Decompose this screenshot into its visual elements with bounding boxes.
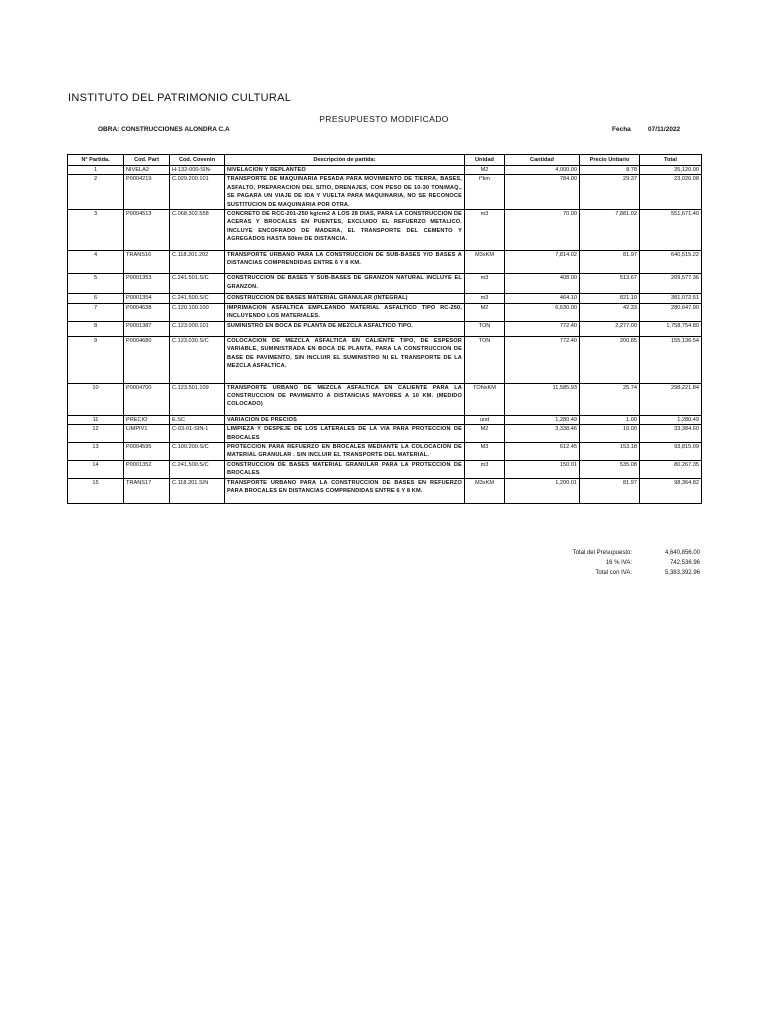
table-row <box>68 415 702 424</box>
row-precio-unitario: 42.33 <box>580 303 640 321</box>
row-cantidad: 6,630.00 <box>505 303 580 321</box>
table-row <box>68 425 702 443</box>
total-presupuesto-label: Total del Presupuesto: <box>572 550 632 556</box>
row-total: 280,647.90 <box>640 303 702 321</box>
row-description: IMPRIMACION ASFALTICA EMPLEANDO MATERIAL ASFALTICO TIPO RC-250, INCLUYENDO LOS MATERIALES. <box>225 303 465 321</box>
row-precio-unitario: 535.08 <box>580 460 640 478</box>
row-cod-covenin: C.241.500.S/C <box>170 294 225 303</box>
iva-value: 742,536.96 <box>669 560 700 566</box>
row-cod-covenin: H-132-000-SIN- <box>170 166 225 175</box>
row-number: 9 <box>68 336 124 383</box>
row-total: 298,221.84 <box>640 383 702 415</box>
document-subtitle: PRESUPUESTO MODIFICADO <box>319 114 449 124</box>
iva-label: 16 % IVA: <box>605 560 632 566</box>
table-row <box>68 336 702 383</box>
row-description: CONSTRUCCION DE BASES MATERIAL GRANULAR PARA LA PROTECCION DE BROCALES <box>225 460 465 478</box>
table-row <box>68 250 702 274</box>
total-con-iva-label: Total con IVA: <box>595 570 632 576</box>
row-unidad: M3xKM <box>465 478 505 504</box>
row-cod-covenin: C.068.302.558 <box>170 210 225 251</box>
col-header-precio-unitario: Precio Unitario <box>580 155 640 166</box>
row-cod-covenin: C.120.100.100 <box>170 303 225 321</box>
row-description: TRANSPORTE DE MAQUINARIA PESADA PARA MOVIMIENTO DE TIERRA, BASES, ASFALTO, PREPARACION DEL SITIO, DRENAJES, CON PESO DE 10-30 TON/MAQ., SE PAGARA UN VIAJE DE IDA Y VUELTA PARA MAQUINARIA, NO SE RECONOCE SUSTITUCION DE MAQUINARIA POR OTRA. <box>225 175 465 210</box>
row-number: 10 <box>68 383 124 415</box>
row-description: TRANSPORTE URBANO PARA LA CONSTRUCCION DE SUB-BASES Y/O BASES A DISTANCIAS COMPRENDIDAS ENTRE 6 Y 8 KM. <box>225 250 465 274</box>
row-cod-part: P0004219 <box>124 175 170 210</box>
row-number: 8 <box>68 321 124 336</box>
row-cod-covenin: C.029.200.101 <box>170 175 225 210</box>
fecha-value: 07/11/2022 <box>648 126 681 133</box>
row-description: CONCRETO DE RCC-201-250 kg/cm2 A LOS 28 DIAS, PARA LA CONSTRUCCION DE ACERAS Y BROCALES EN PUENTES, EXCLUIDO EL REFUERZO METALICO. INCLUYE ENCOFRADO DE MADERA, EL TRANSPORTE DEL CEMENTO Y AGREGADOS HASTA 50km DE DISTANCIA. <box>225 210 465 251</box>
row-cod-covenin: C.241.501.S/C <box>170 274 225 294</box>
row-description: NIVELACION Y REPLANTEO <box>225 166 465 175</box>
row-unidad: TON <box>465 336 505 383</box>
row-cod-part: P0004595 <box>124 442 170 460</box>
row-cantidad: 1,200.01 <box>505 478 580 504</box>
row-precio-unitario: 513.67 <box>580 274 640 294</box>
row-number: 3 <box>68 210 124 251</box>
row-unidad: M3 <box>465 442 505 460</box>
row-cod-part: P0001352 <box>124 460 170 478</box>
row-cod-part: LIMPIV1 <box>124 425 170 443</box>
row-precio-unitario: 200.85 <box>580 336 640 383</box>
row-cod-part: P0004680 <box>124 336 170 383</box>
table-row <box>68 294 702 303</box>
row-total: 381,072.51 <box>640 294 702 303</box>
table-header-row <box>68 155 702 166</box>
row-cod-covenin: E.SC <box>170 415 225 424</box>
row-precio-unitario: 7,881.02 <box>580 210 640 251</box>
row-description: TRANSPORTE URBANO PARA LA CONSTRUCCION DE BASES EN REFUERZO PARA BROCALES EN DISTANCIAS COMPRENDIDAS ENTRE 6 Y 8 KM. <box>225 478 465 504</box>
row-precio-unitario: 8.78 <box>580 166 640 175</box>
table-row <box>68 383 702 415</box>
row-total: 98,364.82 <box>640 478 702 504</box>
row-number: 13 <box>68 442 124 460</box>
table-row <box>68 303 702 321</box>
row-total: 551,671.40 <box>640 210 702 251</box>
row-description: TRANSPORTE URBANO DE MEZCLA ASFALTICA EN CALIENTE PARA LA CONSTRUCCION DE PAVIMENTO A DISTANCIAS MAYORES A 10 KM. (MEDIDO COLOCADO) <box>225 383 465 415</box>
row-unidad: TONxKM <box>465 383 505 415</box>
table-row <box>68 274 702 294</box>
row-total: 80,267.35 <box>640 460 702 478</box>
row-cod-part: P0004638 <box>124 303 170 321</box>
row-unidad: TON <box>465 321 505 336</box>
row-precio-unitario: 2,277.00 <box>580 321 640 336</box>
row-cantidad: 1,280.49 <box>505 415 580 424</box>
row-precio-unitario: 29.37 <box>580 175 640 210</box>
row-number: 11 <box>68 415 124 424</box>
row-cantidad: 464.10 <box>505 294 580 303</box>
row-number: 7 <box>68 303 124 321</box>
row-description: SUMINISTRO EN BOCA DE PLANTA DE MEZCLA ASFALTICO TIPO. <box>225 321 465 336</box>
row-cantidad: 408.00 <box>505 274 580 294</box>
row-cod-covenin: C.118.201.S/N <box>170 478 225 504</box>
row-cod-part: P0004700 <box>124 383 170 415</box>
row-number: 14 <box>68 460 124 478</box>
row-cod-part: P0001353 <box>124 274 170 294</box>
row-cod-part: NIVELA2 <box>124 166 170 175</box>
row-precio-unitario: 153.18 <box>580 442 640 460</box>
row-number: 4 <box>68 250 124 274</box>
row-unidad: m3 <box>465 210 505 251</box>
row-cod-part: P0001354 <box>124 294 170 303</box>
col-header-cod-part: Cod. Part <box>124 155 170 166</box>
row-cod-covenin: C.241.500.S/C <box>170 460 225 478</box>
col-header-descripcion: Descripción de partida: <box>225 155 465 166</box>
row-number: 1 <box>68 166 124 175</box>
row-cantidad: 4,000.00 <box>505 166 580 175</box>
col-header-cantidad: Cantidad <box>505 155 580 166</box>
row-precio-unitario: 81.97 <box>580 478 640 504</box>
row-number: 15 <box>68 478 124 504</box>
row-precio-unitario: 81.97 <box>580 250 640 274</box>
row-cantidad: 612.45 <box>505 442 580 460</box>
row-unidad: M3xKM <box>465 250 505 274</box>
row-description: COLOCACION DE MEZCLA ASFALTICA EN CALIENTE TIPO, DE ESPESOR VARIABLE, SUMINISTRADA EN BOCA DE PLANTA, PARA LA CONSTRUCCION DE BASE DE PAVIMENTO, SIN INCLUIR EL SUMINISTRO NI EL TRANSPORTE DE LA MEZCLA ASFALTICA. <box>225 336 465 383</box>
row-cod-part: P0004513 <box>124 210 170 251</box>
row-cantidad: 784.00 <box>505 175 580 210</box>
table-row <box>68 460 702 478</box>
row-total: 23,026.08 <box>640 175 702 210</box>
table-row <box>68 210 702 251</box>
row-unidad: t*km <box>465 175 505 210</box>
col-header-unidad: Unidad <box>465 155 505 166</box>
row-unidad: M2 <box>465 303 505 321</box>
row-precio-unitario: 10.00 <box>580 425 640 443</box>
row-unidad: m3 <box>465 460 505 478</box>
fecha-label: Fecha <box>612 126 631 133</box>
row-total: 35,120.00 <box>640 166 702 175</box>
row-total: 1,758,754.80 <box>640 321 702 336</box>
obra-label: OBRA: CONSTRUCCIONES ALONDRA C.A <box>98 126 230 133</box>
table-row <box>68 166 702 175</box>
budget-table <box>67 154 702 504</box>
row-cod-covenin: C.118.201.202 <box>170 250 225 274</box>
row-cod-part: TRANS17 <box>124 478 170 504</box>
table-row <box>68 321 702 336</box>
row-cod-covenin: C.123.030.S/C <box>170 336 225 383</box>
totals-block <box>480 548 700 578</box>
row-unidad: m3 <box>465 274 505 294</box>
row-cantidad: 3,338.46 <box>505 425 580 443</box>
row-description: CONSTRUCCION DE BASES MATERIAL GRANULAR (INTEGRAL) <box>225 294 465 303</box>
table-row <box>68 175 702 210</box>
row-cantidad: 150.01 <box>505 460 580 478</box>
row-number: 2 <box>68 175 124 210</box>
row-number: 6 <box>68 294 124 303</box>
row-cod-part: P0001387 <box>124 321 170 336</box>
row-total: 1,280.49 <box>640 415 702 424</box>
row-cod-part: TRANS16 <box>124 250 170 274</box>
col-header-cod-covenin: Cod. Covenin <box>170 155 225 166</box>
row-description: VARIACION DE PRECIOS <box>225 415 465 424</box>
row-unidad: m3 <box>465 294 505 303</box>
row-cantidad: 11,585.93 <box>505 383 580 415</box>
row-total: 155,136.54 <box>640 336 702 383</box>
row-description: LIMPIEZA Y DESPEJE DE LOS LATERALES DE LA VIA PARA PROTECCION DE BROCALES <box>225 425 465 443</box>
col-header-total: Total <box>640 155 702 166</box>
row-precio-unitario: 25.74 <box>580 383 640 415</box>
row-cantidad: 70.00 <box>505 210 580 251</box>
total-presupuesto-value: 4,640,856.00 <box>664 550 700 556</box>
total-con-iva-value: 5,383,392.96 <box>664 570 700 576</box>
table-row <box>68 478 702 504</box>
row-cantidad: 7,814.02 <box>505 250 580 274</box>
row-description: CONSTRUCCION DE BASES Y SUB-BASES DE GRANZON NATURAL INCLUYE EL GRANZON. <box>225 274 465 294</box>
row-cod-covenin: C.100.200.S/C <box>170 442 225 460</box>
row-unidad: M2 <box>465 166 505 175</box>
row-total: 209,577.36 <box>640 274 702 294</box>
row-unidad: M2 <box>465 425 505 443</box>
table-row <box>68 442 702 460</box>
row-cod-part: PRECIO <box>124 415 170 424</box>
row-cod-covenin: C.123.000.101 <box>170 321 225 336</box>
row-number: 5 <box>68 274 124 294</box>
row-number: 12 <box>68 425 124 443</box>
row-description: PROTECCION PARA REFUERZO EN BROCALES MEDIANTE LA COLOCACION DE MATERIAL GRANULAR . SIN INCLUIR EL TRANSPORTE DEL MATERIAL. <box>225 442 465 460</box>
row-cantidad: 772.40 <box>505 321 580 336</box>
row-total: 33,384.60 <box>640 425 702 443</box>
row-cod-covenin: C-03-01-SIN-1 <box>170 425 225 443</box>
row-precio-unitario: 821.10 <box>580 294 640 303</box>
row-unidad: und <box>465 415 505 424</box>
row-cod-covenin: C.123.501.109 <box>170 383 225 415</box>
row-cantidad: 772.40 <box>505 336 580 383</box>
col-header-partida: N° Partida. <box>68 155 124 166</box>
row-total: 93,815.09 <box>640 442 702 460</box>
row-precio-unitario: 1.00 <box>580 415 640 424</box>
institution-title: INSTITUTO DEL PATRIMONIO CULTURAL <box>68 92 292 104</box>
row-total: 640,515.22 <box>640 250 702 274</box>
